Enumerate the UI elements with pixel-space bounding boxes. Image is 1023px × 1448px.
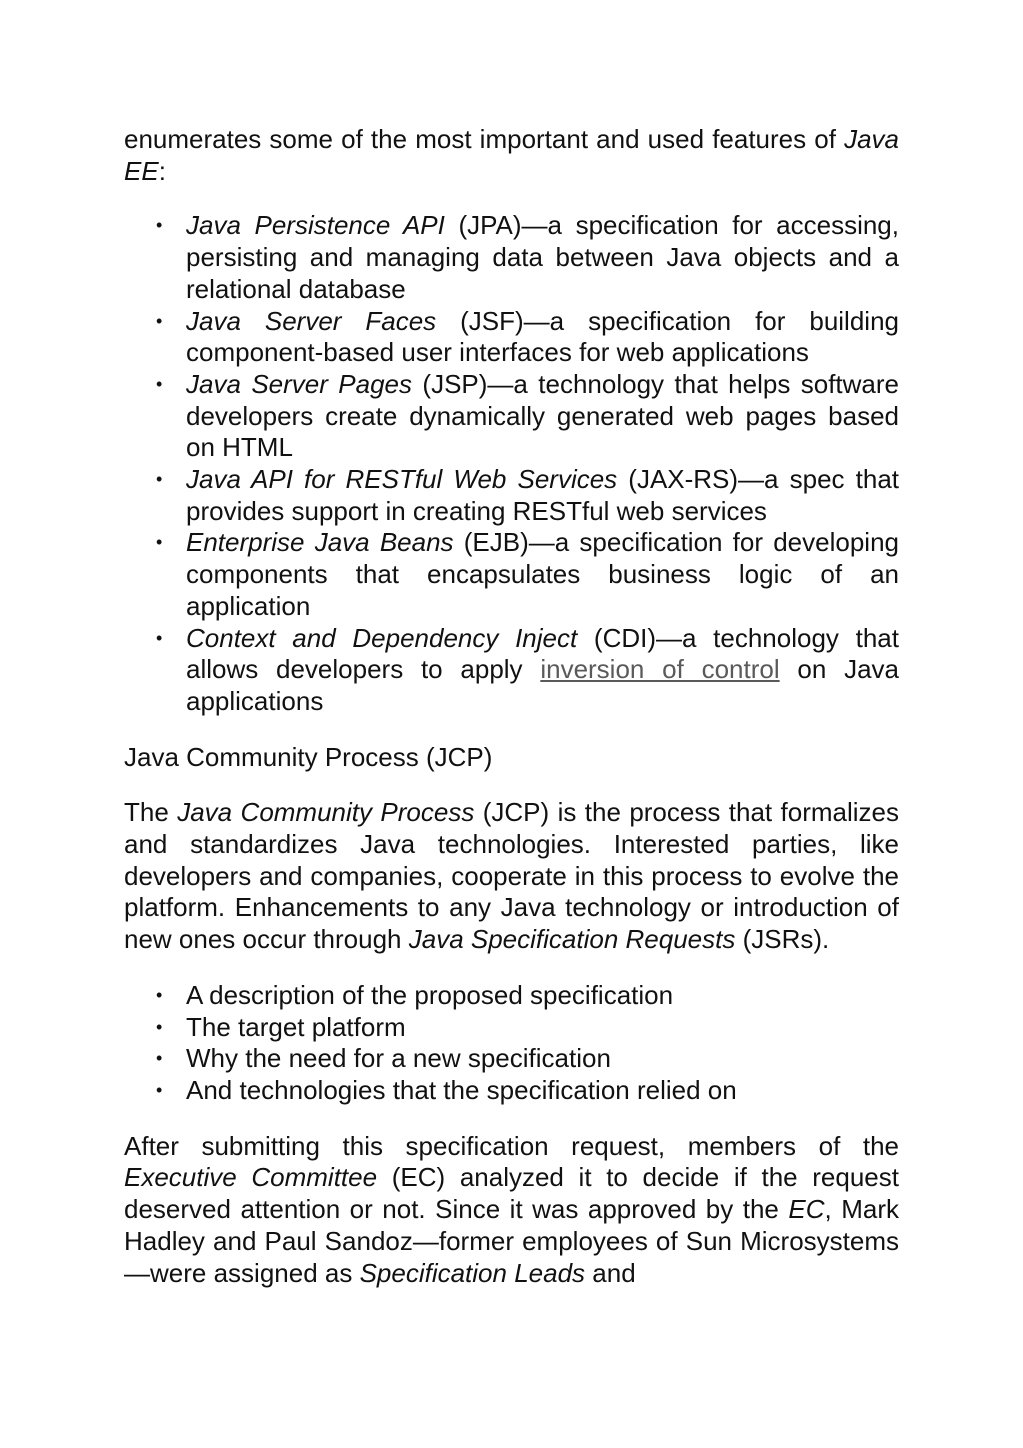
intro-tail: :: [158, 155, 166, 186]
features-list: [124, 210, 899, 717]
jsr-requirements-list: [124, 980, 899, 1107]
paragraph-emphasis: Executive Committee: [124, 1162, 378, 1193]
paragraph-text: (JSRs).: [735, 924, 830, 955]
paragraph-text: After submitting this specification request, members of the: [124, 1130, 899, 1161]
list-item-text: And technologies that the specification relied on: [186, 1074, 737, 1105]
paragraph-text: (EC) analyzed it to decide if the request deserved attention or not. Since it was approved by the: [124, 1162, 899, 1225]
bullet-icon: •: [156, 215, 163, 236]
feature-name: Java Server Faces: [186, 305, 437, 336]
bullet-icon: •: [156, 984, 163, 1005]
feature-name: Java Persistence API: [186, 210, 445, 241]
bullet-icon: •: [156, 469, 163, 490]
feature-name: Java Server Pages: [186, 368, 413, 399]
bullet-icon: •: [156, 1079, 163, 1100]
bullet-icon: •: [156, 373, 163, 394]
list-item: [124, 306, 899, 369]
feature-description: (JSP)—a technology that helps software developers create dynamically generated web pages based on HTML: [186, 368, 899, 463]
paragraph-text: and: [585, 1257, 636, 1288]
feature-description-tail: on Java applications: [186, 654, 899, 716]
list-item-text: A description of the proposed specification: [186, 979, 674, 1010]
feature-description: (JPA)—a specification for accessing, persisting and managing data between Java objects and a relational database: [186, 210, 899, 304]
paragraph-text: The: [124, 797, 178, 828]
list-item: [124, 464, 899, 527]
list-item: [124, 210, 899, 305]
intro-paragraph: [124, 124, 899, 187]
paragraph-emphasis: Java Specification Requests: [408, 924, 736, 955]
feature-description: (EJB)—a specification for developing components that encapsulates business logic of an application: [186, 527, 899, 621]
list-item-text: The target platform: [186, 1011, 406, 1042]
section-heading: Java Community Process (JCP): [124, 741, 493, 772]
list-item: [124, 1075, 899, 1107]
bullet-icon: •: [156, 1016, 163, 1037]
intro-text: enumerates some of the most important and used features of: [124, 124, 845, 154]
list-item: [124, 527, 899, 622]
feature-name: Enterprise Java Beans: [186, 527, 454, 558]
feature-name: Java API for RESTful Web Services: [186, 464, 618, 495]
list-item: [124, 369, 899, 464]
bullet-icon: •: [156, 310, 163, 331]
bullet-icon: •: [156, 532, 163, 553]
paragraph-text: (JCP) is the process that formalizes and standardizes Java technologies. Interested parties, like developers and companies, cooperate in this process to evolve the platform. Enhancements to any Java technology or introduction of new ones occur through: [124, 797, 900, 955]
feature-description: (JSF)—a specification for building component-based user interfaces for web applications: [186, 305, 899, 368]
list-item-text: Why the need for a new specification: [186, 1043, 611, 1074]
intro-emphasis: Java EE: [124, 124, 899, 186]
list-item: [124, 1012, 899, 1044]
jcp-paragraph: [124, 797, 899, 956]
feature-description: (CDI)—a technology that allows developers to apply: [186, 622, 899, 685]
paragraph-emphasis: EC: [788, 1194, 825, 1225]
paragraph-text: , Mark Hadley and Paul Sandoz—former employees of Sun Microsystems—were assigned as: [124, 1194, 899, 1288]
bullet-icon: •: [156, 1048, 163, 1069]
inversion-of-control-link[interactable]: inversion of control: [540, 654, 780, 685]
bullet-icon: •: [156, 627, 163, 648]
feature-name: Context and Dependency Inject: [186, 622, 578, 653]
executive-committee-paragraph: [124, 1131, 899, 1290]
feature-description: (JAX-RS)—a spec that provides support in creating RESTful web services: [186, 464, 900, 526]
list-item: [124, 1043, 899, 1075]
paragraph-emphasis: Specification Leads: [359, 1257, 586, 1288]
list-item: [124, 623, 899, 718]
list-item: [124, 980, 899, 1012]
paragraph-emphasis: Java Community Process: [177, 797, 475, 828]
document-page: [124, 124, 899, 1289]
